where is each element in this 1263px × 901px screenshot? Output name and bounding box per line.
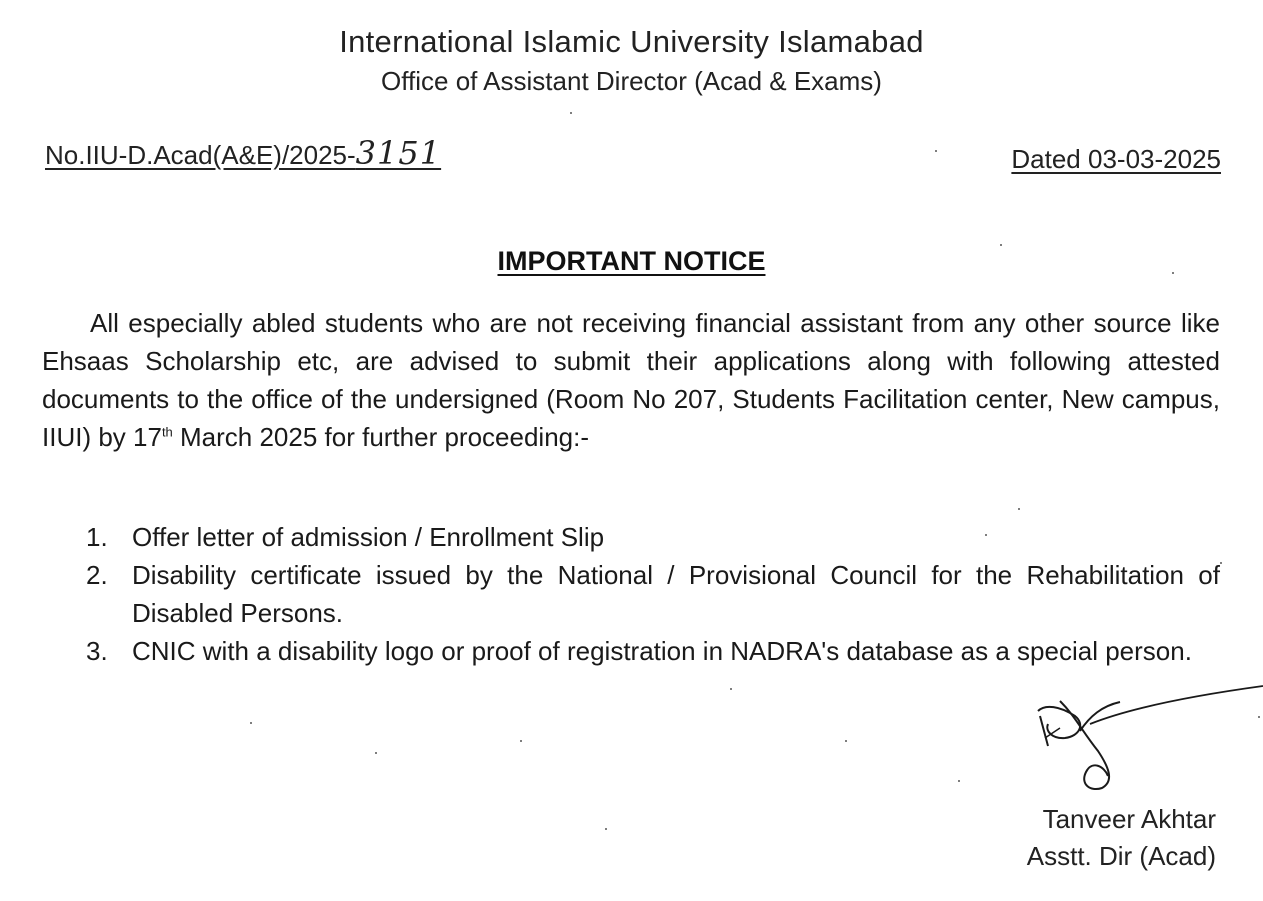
reference-number-handwritten: 3151	[355, 134, 442, 172]
notice-body-part1: All especially abled students who are not receiving financial assistant from any other source like Ehsaas Scholarship etc, are advised to submit their applications along with following attested documents to the office of the undersigned (Room No 207, Students Facilitation center, New campus, IIUI) by 17	[42, 308, 1220, 452]
scan-speck	[730, 688, 732, 690]
notice-body	[42, 304, 1220, 456]
list-item-number: 1.	[86, 522, 108, 552]
office-name: Office of Assistant Director (Acad & Exams)	[381, 66, 882, 96]
scan-speck	[570, 112, 572, 114]
signatory-name: Tanveer Akhtar	[1042, 804, 1216, 834]
notice-body-superscript: th	[161, 424, 173, 440]
reference-number	[45, 134, 441, 172]
university-name: International Islamic University Islamabad	[339, 24, 924, 59]
scan-speck	[985, 534, 987, 536]
notice-body-part2: March 2025 for further proceeding:-	[172, 422, 589, 452]
scan-speck	[250, 722, 252, 724]
scan-speck	[845, 740, 847, 742]
scan-speck	[1258, 716, 1260, 718]
list-item-text: Offer letter of admission / Enrollment Slip	[132, 522, 605, 552]
scan-speck	[605, 828, 607, 830]
scan-speck	[375, 752, 377, 754]
signatory-designation: Asstt. Dir (Acad)	[1026, 841, 1216, 871]
scan-speck	[958, 780, 960, 782]
list-item	[86, 632, 1220, 670]
reference-number-prefix: No.IIU-D.Acad(A&E)/2025-	[45, 140, 356, 170]
notice-title: IMPORTANT NOTICE	[497, 246, 766, 276]
handwritten-signature	[1020, 676, 1263, 806]
list-item-text: CNIC with a disability logo or proof of registration in NADRA's database as a special person.	[132, 636, 1192, 666]
list-item	[86, 556, 1220, 632]
scan-speck	[1172, 272, 1174, 274]
list-item-number: 2.	[86, 560, 108, 590]
scan-speck	[935, 150, 937, 152]
scan-speck	[1000, 244, 1002, 246]
list-item	[86, 518, 1220, 556]
scan-speck	[1220, 562, 1222, 564]
date-line: Dated 03-03-2025	[1011, 144, 1221, 174]
list-item-text: Disability certificate issued by the National / Provisional Council for the Rehabilitation of Disabled Persons.	[132, 560, 1220, 628]
scan-speck	[520, 740, 522, 742]
requirements-list	[86, 518, 1220, 670]
list-item-number: 3.	[86, 636, 108, 666]
scan-speck	[1018, 508, 1020, 510]
